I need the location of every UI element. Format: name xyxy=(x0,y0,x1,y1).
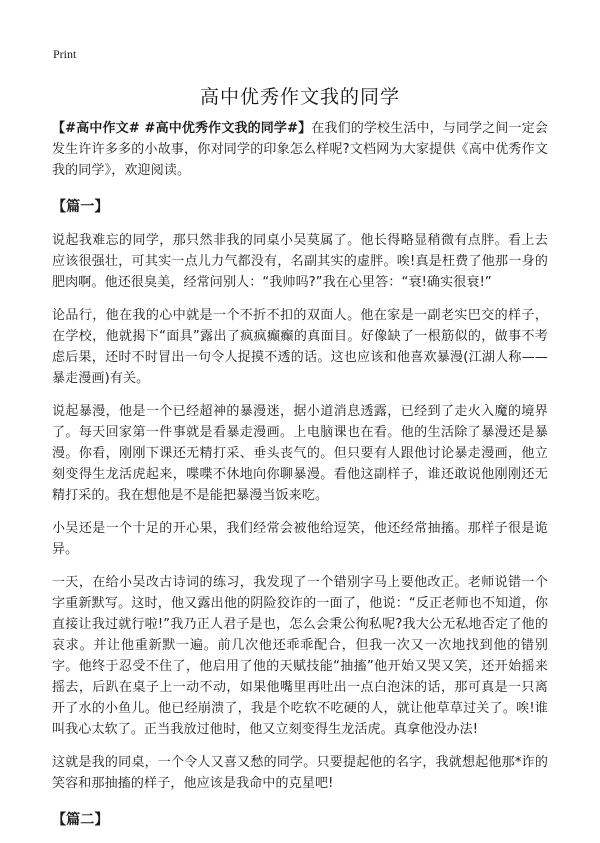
paragraph: 一天，在给小吴改古诗词的练习，我发现了一个错别字马上要他改正。老师说错一个字重新默写。这时，他又露出他的阴险狡诈的一面了，他说：“反正老师也不知道，你直接让我过就行啦!”我乃正人君子是也，怎么会秉公徇私呢?我大公无私地否定了他的哀求。并让他重新默一遍。前几次他还乖乖配合，但我一次又一次地找到他的错别字。他终于忍受不住了，他启用了他的天赋技能“抽搐”他开始又哭又笑，还开始摇来摇去，后趴在桌子上一动不动，如果他嘴里再吐出一点白泡沫的话，那可真是一只离开了水的小鱼儿。他已经崩溃了，我是个吃软不吃硬的人，就让他草草过关了。唉!谁叫我心太软了。正当我放过他时，他又立刻变得生龙活虎。真拿他没办法! xyxy=(52,575,548,737)
article-body xyxy=(52,118,548,843)
paragraph: 说起暴漫，他是一个已经超神的暴漫迷，据小道消息透露，已经到了走火入魔的境界了。每天回家第一件事就是看暴走漫画。上电脑课也在看。他的生活除了暴漫还是暴漫。你看，刚刚下课还无精打采、垂头丧气的。但只要有人跟他讨论暴走漫画，他立刻变得生龙活虎起来，喋喋不休地向你聊暴漫。看他这副样子，谁还敢说他刚刚还无精打采的。我在想他是不是能把暴漫当饭来吃。 xyxy=(52,404,548,503)
section-heading-2: 【篇二】 xyxy=(52,812,109,828)
paragraph: 这就是我的同桌，一个令人又喜又愁的同学。只要提起他的名字，我就想起他那*诈的笑容和那抽搐的样子，他应该是我命中的克星吧! xyxy=(52,755,548,791)
intro-tag: 【#高中作文# #高中优秀作文我的同学#】 xyxy=(52,121,312,136)
intro-paragraph xyxy=(52,118,548,181)
print-link[interactable]: Print xyxy=(53,47,77,61)
section-heading-1: 【篇一】 xyxy=(52,199,109,215)
paragraph: 说起我难忘的同学，那只然非我的同桌小吴莫属了。他长得略显稍微有点胖。看上去应该很强壮，可其实一点儿力气都没有，名副其实的虚胖。唉!真是枉费了他那一身的肥肉啊。他还很臭美，经常问别人：“我帅吗?”我在心里答：“衰!确实很衰!” xyxy=(52,233,548,290)
paragraph: 小吴还是一个十足的开心果，我们经常会被他给逗笑，他还经常抽搐。那样子很是诡异。 xyxy=(52,521,548,557)
paragraph: 论品行，他在我的心中就是一个不折不扣的双面人。他在家是一副老实巴交的样子，在学校，他就揭下“面具”露出了疯疯癫癫的真面目。好像缺了一根筋似的，做事不考虑后果，还时不时冒出一句令人捉摸不透的话。这也应该和他喜欢暴漫(江湖人称——暴走漫画)有关。 xyxy=(52,308,548,386)
page-title: 高中优秀作文我的同学 xyxy=(199,86,400,108)
intro-text: 在我们的学校生活中，与同学之间一定会发生许许多多的小故事，你对同学的印象怎么样呢?文档网为大家提供《高中优秀作文我的同学》，欢迎阅读。 xyxy=(52,121,549,178)
